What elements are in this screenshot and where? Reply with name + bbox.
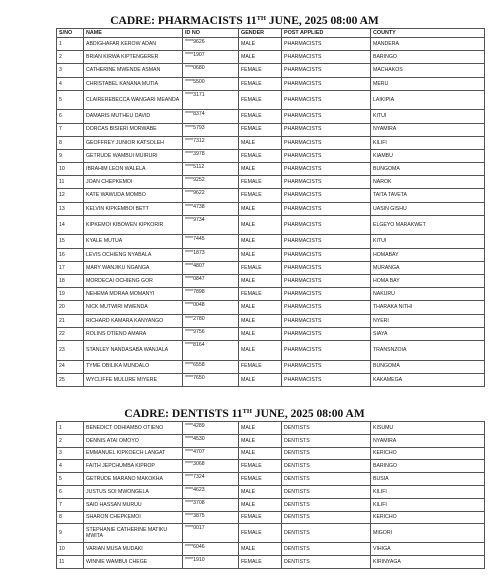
cell-id-no: ****8374 xyxy=(183,110,239,123)
cell-name: CATHERINE MWENDE ASMAN xyxy=(84,64,183,77)
cell-post-applied: PHARMACISTS xyxy=(282,51,371,64)
cell-id-no: ****0680 xyxy=(183,64,239,77)
table-row xyxy=(57,163,485,176)
cell-name: JUSTUS SOI MWONGELA xyxy=(84,485,183,498)
cell-id-no: ****7650 xyxy=(183,373,239,386)
cell-id-no: ****4707 xyxy=(183,447,239,460)
cell-gender: MALE xyxy=(239,163,282,176)
table-row xyxy=(57,422,485,435)
cell-post-applied: PHARMACISTS xyxy=(282,275,371,288)
table-row xyxy=(57,373,485,386)
cell-name: GETRUDE WAMBUI MUIRURI xyxy=(84,149,183,162)
cell-name: SHARON CHEPKEMOI xyxy=(84,511,183,524)
cell-sno: 11 xyxy=(57,176,84,189)
cell-post-applied: DENTISTS xyxy=(282,498,371,511)
cell-county: KILIFI xyxy=(371,136,485,149)
table-row xyxy=(57,360,485,373)
cell-sno: 13 xyxy=(57,202,84,215)
cell-name: GETRUDE MARANO MAKOKHA xyxy=(84,473,183,486)
cell-post-applied: DENTISTS xyxy=(282,460,371,473)
cell-post-applied: PHARMACISTS xyxy=(282,64,371,77)
cell-county: KIRINYAGA xyxy=(371,556,485,569)
cell-sno: 25 xyxy=(57,373,84,386)
cell-id-no: ****9252 xyxy=(183,176,239,189)
cell-post-applied: PHARMACISTS xyxy=(282,360,371,373)
cell-gender: FEMALE xyxy=(239,288,282,301)
table-row xyxy=(57,327,485,340)
cell-id-no: ****1873 xyxy=(183,248,239,261)
cell-id-no: ****3708 xyxy=(183,498,239,511)
cell-county: KERICHO xyxy=(371,447,485,460)
cell-gender: MALE xyxy=(239,136,282,149)
cell-sno: 3 xyxy=(57,64,84,77)
cell-county: THARAKA NITHI xyxy=(371,301,485,314)
cell-name: KIPKEMOI KIBOWEN KIPKORIR xyxy=(84,215,183,235)
cell-id-no: ****4530 xyxy=(183,434,239,447)
cell-county: BUSIA xyxy=(371,473,485,486)
cell-post-applied: DENTISTS xyxy=(282,447,371,460)
cell-name: DAMARIS MUTHEU DAVID xyxy=(84,110,183,123)
cell-post-applied: DENTISTS xyxy=(282,543,371,556)
cell-gender: MALE xyxy=(239,327,282,340)
cell-sno: 8 xyxy=(57,511,84,524)
dentists-cadre-title xyxy=(0,408,489,420)
cell-county: BARINGO xyxy=(371,460,485,473)
cell-id-no: ****6046 xyxy=(183,543,239,556)
table-row xyxy=(57,110,485,123)
cell-county: BARINGO xyxy=(371,51,485,64)
cell-sno: 20 xyxy=(57,301,84,314)
cell-id-no: ****5793 xyxy=(183,123,239,136)
table-row xyxy=(57,136,485,149)
table-row xyxy=(57,123,485,136)
cell-gender: MALE xyxy=(239,202,282,215)
cell-name: WINNIE WAMBUI CHEGE xyxy=(84,556,183,569)
cell-sno: 22 xyxy=(57,327,84,340)
cell-gender: FEMALE xyxy=(239,90,282,110)
cell-county: KITUI xyxy=(371,110,485,123)
cell-county: KILIFI xyxy=(371,498,485,511)
cell-post-applied: PHARMACISTS xyxy=(282,77,371,90)
cell-id-no: ****5112 xyxy=(183,163,239,176)
table-row xyxy=(57,149,485,162)
cell-sno: 4 xyxy=(57,460,84,473)
cell-name: BENEDICT ODHIAMBO OTIENO xyxy=(84,422,183,435)
cell-post-applied: DENTISTS xyxy=(282,434,371,447)
header-name: NAME xyxy=(84,29,183,38)
cell-county: BUNGOMA xyxy=(371,163,485,176)
table-row xyxy=(57,51,485,64)
cell-county: KERICHO xyxy=(371,511,485,524)
cell-post-applied: DENTISTS xyxy=(282,422,371,435)
cell-name: DENNIS ATAI OMOYO xyxy=(84,434,183,447)
cell-id-no: ****7324 xyxy=(183,473,239,486)
table-row xyxy=(57,301,485,314)
cell-gender: MALE xyxy=(239,485,282,498)
cell-name: FAITH JEPCHUMBA KIPROP xyxy=(84,460,183,473)
cell-county: MACHAKOS xyxy=(371,64,485,77)
cell-post-applied: PHARMACISTS xyxy=(282,288,371,301)
cell-name: CHRISTABEL KANANA MUTIA xyxy=(84,77,183,90)
cell-name: WYCLIFFE MULURE MIYERE xyxy=(84,373,183,386)
cell-county: MANDERA xyxy=(371,38,485,51)
cell-name: NEHEMA MORAA MOMANYI xyxy=(84,288,183,301)
cell-post-applied: PHARMACISTS xyxy=(282,149,371,162)
cell-county: NAKURU xyxy=(371,288,485,301)
header-post-applied: POST APPLIED xyxy=(282,29,371,38)
cell-sno: 7 xyxy=(57,498,84,511)
table-row xyxy=(57,288,485,301)
table-row xyxy=(57,176,485,189)
cell-county: TRANSNZOIA xyxy=(371,340,485,360)
cell-gender: MALE xyxy=(239,434,282,447)
cell-name: NICK MUTWIRI MWENDA xyxy=(84,301,183,314)
cell-sno: 15 xyxy=(57,235,84,248)
cell-gender: FEMALE xyxy=(239,77,282,90)
cell-name: CLAIREREBECCA WANGARI MEANDA xyxy=(84,90,183,110)
cell-county: NAROK xyxy=(371,176,485,189)
cell-name: VARIAN MUSA MUDAKI xyxy=(84,543,183,556)
cell-post-applied: PHARMACISTS xyxy=(282,110,371,123)
cell-sno: 12 xyxy=(57,189,84,202)
cell-id-no: ****7312 xyxy=(183,136,239,149)
cell-name: MORDECAI OCHIENG GOR xyxy=(84,275,183,288)
cell-gender: MALE xyxy=(239,314,282,327)
cell-gender: FEMALE xyxy=(239,110,282,123)
cell-county: KITUI xyxy=(371,235,485,248)
cell-name: STEPHANIE CATHERINE MATIKU MWITA xyxy=(84,524,183,543)
cell-id-no: ****9622 xyxy=(183,189,239,202)
pharmacists-title-text: CADRE: PHARMACISTS 11 xyxy=(110,15,257,27)
cell-id-no: ****1907 xyxy=(183,51,239,64)
cell-gender: MALE xyxy=(239,340,282,360)
cell-post-applied: PHARMACISTS xyxy=(282,235,371,248)
cell-name: KYALE MUTUA xyxy=(84,235,183,248)
cell-county: NYAMIRA xyxy=(371,123,485,136)
cell-sno: 8 xyxy=(57,136,84,149)
cell-gender: FEMALE xyxy=(239,149,282,162)
table-row xyxy=(57,235,485,248)
cell-sno: 1 xyxy=(57,422,84,435)
cell-name: STANLEY NANDASABA WANJALA xyxy=(84,340,183,360)
cell-sno: 6 xyxy=(57,110,84,123)
cell-county: MURANGA xyxy=(371,261,485,274)
cell-post-applied: DENTISTS xyxy=(282,524,371,543)
cell-county: MERU xyxy=(371,77,485,90)
cell-post-applied: PHARMACISTS xyxy=(282,301,371,314)
cell-id-no: ****9756 xyxy=(183,327,239,340)
cell-gender: MALE xyxy=(239,373,282,386)
cell-post-applied: PHARMACISTS xyxy=(282,340,371,360)
cell-sno: 21 xyxy=(57,314,84,327)
table-row xyxy=(57,261,485,274)
cell-county: HOMA BAY xyxy=(371,275,485,288)
pharmacists-title-superscript: TH xyxy=(256,15,266,22)
cell-county: KAKAMEGA xyxy=(371,373,485,386)
table-row xyxy=(57,434,485,447)
cell-id-no: ****0048 xyxy=(183,301,239,314)
table-row xyxy=(57,460,485,473)
cell-post-applied: PHARMACISTS xyxy=(282,314,371,327)
pharmacists-cadre-title xyxy=(0,15,489,27)
table-row xyxy=(57,543,485,556)
cell-sno: 4 xyxy=(57,77,84,90)
cell-gender: FEMALE xyxy=(239,511,282,524)
cell-sno: 18 xyxy=(57,275,84,288)
cell-post-applied: PHARMACISTS xyxy=(282,202,371,215)
pharmacists-table xyxy=(56,28,485,387)
cell-sno: 2 xyxy=(57,51,84,64)
cell-name: DORCAS BISIERI MORWABE xyxy=(84,123,183,136)
table-row xyxy=(57,498,485,511)
cell-county: ELGEYO MARAKWET xyxy=(371,215,485,235)
cell-post-applied: DENTISTS xyxy=(282,511,371,524)
cell-gender: MALE xyxy=(239,235,282,248)
cell-gender: FEMALE xyxy=(239,556,282,569)
cell-sno: 6 xyxy=(57,485,84,498)
cell-sno: 19 xyxy=(57,288,84,301)
cell-post-applied: PHARMACISTS xyxy=(282,123,371,136)
cell-sno: 10 xyxy=(57,163,84,176)
cell-name: ROLINS OTIENO AMARA xyxy=(84,327,183,340)
table-row xyxy=(57,64,485,77)
cell-gender: MALE xyxy=(239,248,282,261)
cell-gender: MALE xyxy=(239,275,282,288)
table-row xyxy=(57,485,485,498)
table-row xyxy=(57,38,485,51)
cell-name: MARY WANJIKU NGANGA xyxy=(84,261,183,274)
cell-name: SAID HASSAN MURUU xyxy=(84,498,183,511)
cell-post-applied: PHARMACISTS xyxy=(282,261,371,274)
cell-post-applied: DENTISTS xyxy=(282,473,371,486)
cell-gender: MALE xyxy=(239,543,282,556)
dentists-title-text: CADRE: DENTISTS 11 xyxy=(124,408,243,420)
cell-post-applied: PHARMACISTS xyxy=(282,373,371,386)
cell-name: KATE WAWUDA MOMBO xyxy=(84,189,183,202)
cell-gender: MALE xyxy=(239,447,282,460)
cell-id-no: ****4738 xyxy=(183,202,239,215)
table-row xyxy=(57,556,485,569)
table-row xyxy=(57,340,485,360)
cell-county: BUNGOMA xyxy=(371,360,485,373)
cell-county: KILIFI xyxy=(371,485,485,498)
cell-id-no: ****0017 xyxy=(183,524,239,543)
cell-id-no: ****1910 xyxy=(183,556,239,569)
cell-gender: FEMALE xyxy=(239,460,282,473)
table-row xyxy=(57,314,485,327)
cell-gender: FEMALE xyxy=(239,176,282,189)
cell-county: NYAMIRA xyxy=(371,434,485,447)
cell-county: HOMABAY xyxy=(371,248,485,261)
cell-gender: MALE xyxy=(239,215,282,235)
cell-sno: 11 xyxy=(57,556,84,569)
cell-gender: MALE xyxy=(239,498,282,511)
table-row xyxy=(57,248,485,261)
cell-post-applied: PHARMACISTS xyxy=(282,90,371,110)
cell-gender: MALE xyxy=(239,38,282,51)
cell-gender: MALE xyxy=(239,422,282,435)
cell-post-applied: PHARMACISTS xyxy=(282,38,371,51)
cell-gender: FEMALE xyxy=(239,123,282,136)
cell-id-no: ****3068 xyxy=(183,460,239,473)
cell-gender: FEMALE xyxy=(239,64,282,77)
cell-id-no: ****4289 xyxy=(183,422,239,435)
cell-name: JOAN CHEPKEMOI xyxy=(84,176,183,189)
cell-gender: FEMALE xyxy=(239,473,282,486)
cell-id-no: ****4623 xyxy=(183,485,239,498)
table-row xyxy=(57,447,485,460)
cell-id-no: ****6558 xyxy=(183,360,239,373)
dentists-title-superscript: TH xyxy=(242,408,252,415)
cell-county: LAIKIPIA xyxy=(371,90,485,110)
cell-sno: 5 xyxy=(57,90,84,110)
table-row xyxy=(57,77,485,90)
cell-sno: 5 xyxy=(57,473,84,486)
cell-county: MIGORI xyxy=(371,524,485,543)
cell-county: UASIN GISHU xyxy=(371,202,485,215)
cell-name: ABDIGHAFAR KEROW ADAN xyxy=(84,38,183,51)
cell-sno: 23 xyxy=(57,340,84,360)
cell-id-no: ****3171 xyxy=(183,90,239,110)
cell-post-applied: PHARMACISTS xyxy=(282,176,371,189)
dentists-table-body xyxy=(57,422,485,569)
cell-name: TYME OBILIKA MUNDALO xyxy=(84,360,183,373)
table-row xyxy=(57,202,485,215)
cell-post-applied: PHARMACISTS xyxy=(282,136,371,149)
pharmacists-title-date: JUNE, 2025 08:00 AM xyxy=(265,15,379,27)
cell-post-applied: PHARMACISTS xyxy=(282,189,371,202)
cell-county: SIAYA xyxy=(371,327,485,340)
cell-gender: FEMALE xyxy=(239,261,282,274)
cell-post-applied: PHARMACISTS xyxy=(282,248,371,261)
table-row xyxy=(57,90,485,110)
table-header-row xyxy=(57,29,485,38)
table-row xyxy=(57,511,485,524)
cell-name: BRIAN KIRWA KIPTENGERER xyxy=(84,51,183,64)
cell-post-applied: PHARMACISTS xyxy=(282,215,371,235)
table-row xyxy=(57,215,485,235)
cell-id-no: ****9626 xyxy=(183,38,239,51)
table-row xyxy=(57,189,485,202)
cell-gender: FEMALE xyxy=(239,360,282,373)
cell-gender: FEMALE xyxy=(239,189,282,202)
cell-sno: 7 xyxy=(57,123,84,136)
dentists-title-date: JUNE, 2025 08:00 AM xyxy=(251,408,365,420)
cell-gender: MALE xyxy=(239,51,282,64)
cell-sno: 10 xyxy=(57,543,84,556)
cell-county: TAITA TAVETA xyxy=(371,189,485,202)
cell-county: KIAMBU xyxy=(371,149,485,162)
cell-gender: FEMALE xyxy=(239,524,282,543)
header-sno: S/NO xyxy=(57,29,84,38)
dentists-table xyxy=(56,421,485,569)
table-row xyxy=(57,275,485,288)
cell-sno: 3 xyxy=(57,447,84,460)
cell-sno: 17 xyxy=(57,261,84,274)
cell-id-no: ****7898 xyxy=(183,288,239,301)
cell-sno: 2 xyxy=(57,434,84,447)
cell-post-applied: DENTISTS xyxy=(282,485,371,498)
table-row xyxy=(57,473,485,486)
cell-id-no: ****7445 xyxy=(183,235,239,248)
cell-id-no: ****0847 xyxy=(183,275,239,288)
cell-name: IBRAHIM LEON WALELA xyxy=(84,163,183,176)
cell-post-applied: PHARMACISTS xyxy=(282,327,371,340)
cell-sno: 9 xyxy=(57,149,84,162)
cell-name: LEVIS OCHIENG NYABALA xyxy=(84,248,183,261)
header-gender: GENDER xyxy=(239,29,282,38)
cell-sno: 1 xyxy=(57,38,84,51)
cell-id-no: ****5500 xyxy=(183,77,239,90)
pharmacists-table-body xyxy=(57,38,485,387)
cell-id-no: ****9734 xyxy=(183,215,239,235)
cell-sno: 24 xyxy=(57,360,84,373)
header-id-no: ID NO xyxy=(183,29,239,38)
cell-county: VIHIGA xyxy=(371,543,485,556)
cell-name: GEOFFREY JUNIOR KATSOLEH xyxy=(84,136,183,149)
cell-county: NYERI xyxy=(371,314,485,327)
header-county: COUNTY xyxy=(371,29,485,38)
cell-post-applied: DENTISTS xyxy=(282,556,371,569)
cell-id-no: ****8164 xyxy=(183,340,239,360)
cell-county: KISUMU xyxy=(371,422,485,435)
cell-id-no: ****2780 xyxy=(183,314,239,327)
cell-sno: 14 xyxy=(57,215,84,235)
cell-post-applied: PHARMACISTS xyxy=(282,163,371,176)
cell-id-no: ****3875 xyxy=(183,511,239,524)
cell-sno: 9 xyxy=(57,524,84,543)
cell-name: RICHARD KAMARA KANYANGO xyxy=(84,314,183,327)
cell-name: EMMANUEL KIPKOECH LANGAT xyxy=(84,447,183,460)
cell-name: KELVIN KIPKEMBOI BETT xyxy=(84,202,183,215)
cell-id-no: ****4807 xyxy=(183,261,239,274)
cell-sno: 16 xyxy=(57,248,84,261)
table-row xyxy=(57,524,485,543)
cell-id-no: ****3978 xyxy=(183,149,239,162)
cell-gender: MALE xyxy=(239,301,282,314)
